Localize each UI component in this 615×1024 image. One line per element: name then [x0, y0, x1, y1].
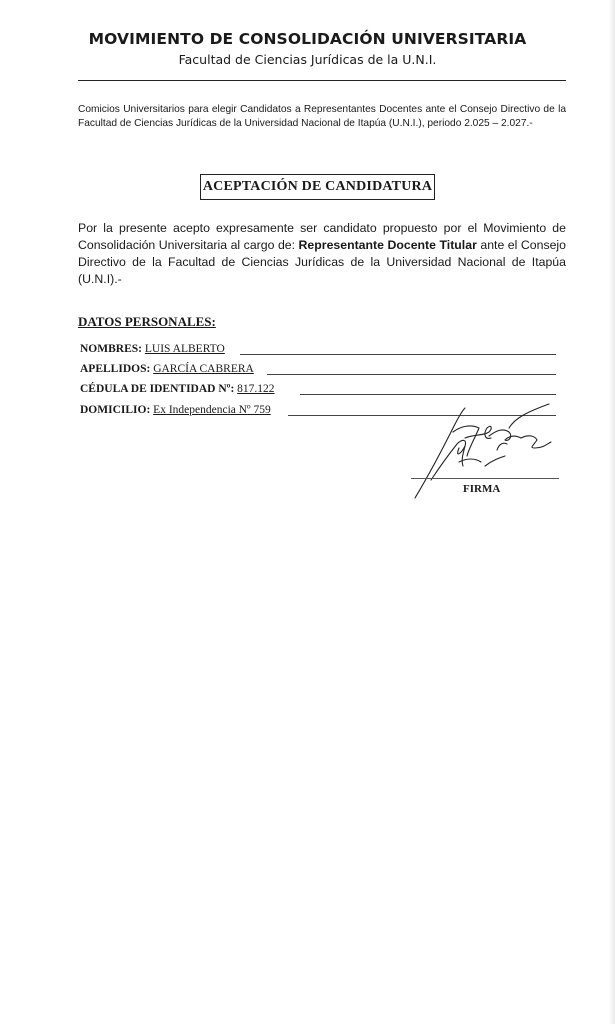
field-label: CÉDULA DE IDENTIDAD Nº	[80, 383, 231, 395]
signature-line	[411, 478, 559, 479]
statement-text-2: ante el Consejo Directivo de la Facultad de Ciencias Jurídicas de la Universidad Nacional de Itapúa (U.N.I).-	[78, 238, 567, 286]
field-value: Ex Independencia Nº 759	[153, 404, 271, 416]
position-title: Representante Docente Titular	[298, 238, 477, 252]
header-divider	[78, 80, 566, 81]
field-underline	[240, 354, 556, 355]
scan-edge-shadow	[609, 0, 615, 1024]
election-intro: Comicios Universitarios para elegir Candidatos a Representantes Docentes ante el Consejo Directivo de la Facultad de Ciencias Jurídicas de la Universidad Nacional de Itapúa (U.N.I.), periodo 2.025 – 2.027.-	[78, 104, 566, 129]
field-label: APELLIDOS	[80, 363, 147, 375]
acceptance-statement	[78, 220, 566, 288]
field-label: DOMICILIO	[80, 404, 147, 416]
field-value: GARCÍA CABRERA	[153, 363, 254, 375]
document-title: ACEPTACIÓN DE CANDIDATURA	[202, 179, 433, 194]
statement-text-1: Por la presente acepto expresamente ser candidato propuesto por el Movimiento de Consolidación Universitaria al cargo de:	[78, 221, 566, 252]
header-title: MOVIMIENTO DE CONSOLIDACIÓN UNIVERSITARIA	[88, 30, 527, 48]
field-apellidos: APELLIDOS: GARCÍA CABRERA	[80, 363, 254, 375]
field-nombres: NOMBRES: LUIS ALBERTO	[80, 343, 225, 355]
header-subtitle: Facultad de Ciencias Jurídicas de la U.N.I.	[178, 52, 437, 67]
signature-label: FIRMA	[463, 483, 501, 495]
field-value: 817.122	[237, 383, 275, 395]
field-underline	[300, 394, 556, 395]
field-value: LUIS ALBERTO	[144, 343, 225, 355]
personal-data-heading: DATOS PERSONALES:	[78, 314, 216, 329]
field-domicilio: DOMICILIO: Ex Independencia Nº 759	[80, 404, 271, 416]
field-cedula: CÉDULA DE IDENTIDAD Nº: 817.122	[80, 383, 275, 395]
document-title-box	[200, 174, 435, 200]
field-label: NOMBRES	[80, 343, 139, 355]
field-underline	[267, 374, 556, 375]
